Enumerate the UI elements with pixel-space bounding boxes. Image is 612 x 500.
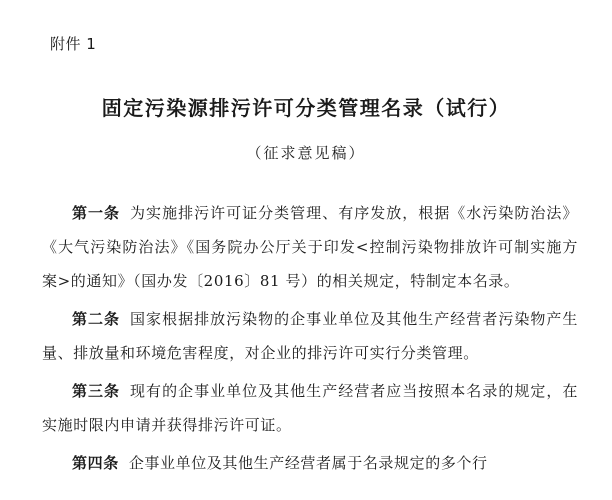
- document-subtitle: （征求意见稿）: [246, 144, 366, 162]
- attachment-label: 附件 1: [50, 35, 97, 53]
- article-label: 第四条: [72, 454, 119, 472]
- article-2: [42, 302, 578, 370]
- article-text: 现有的企事业单位及其他生产经营者应当按照本名录的规定，在实施时限内申请并获得排污许可证。: [42, 382, 578, 434]
- article-text: 为实施排污许可证分类管理、有序发放，根据《水污染防治法》《大气污染防治法》《国务院办公厅关于印发<控制污染物排放许可制实施方案>的通知》（国办发〔2016〕81 号）的相关规定，特制定本名录。: [42, 204, 578, 290]
- article-4: [42, 446, 578, 480]
- article-3: [42, 374, 578, 442]
- article-label: 第二条: [72, 310, 121, 328]
- article-text: 国家根据排放污染物的企事业单位及其他生产经营者污染物产生量、排放量和环境危害程度，对企业的排污许可实行分类管理。: [42, 310, 578, 362]
- article-label: 第一条: [72, 204, 121, 222]
- article-text: 企事业单位及其他生产经营者属于名录规定的多个行: [128, 454, 488, 472]
- article-1: [42, 196, 578, 298]
- document-title: 固定污染源排污许可分类管理名录（试行）: [101, 96, 511, 120]
- document-body: [42, 196, 578, 484]
- article-label: 第三条: [72, 382, 121, 400]
